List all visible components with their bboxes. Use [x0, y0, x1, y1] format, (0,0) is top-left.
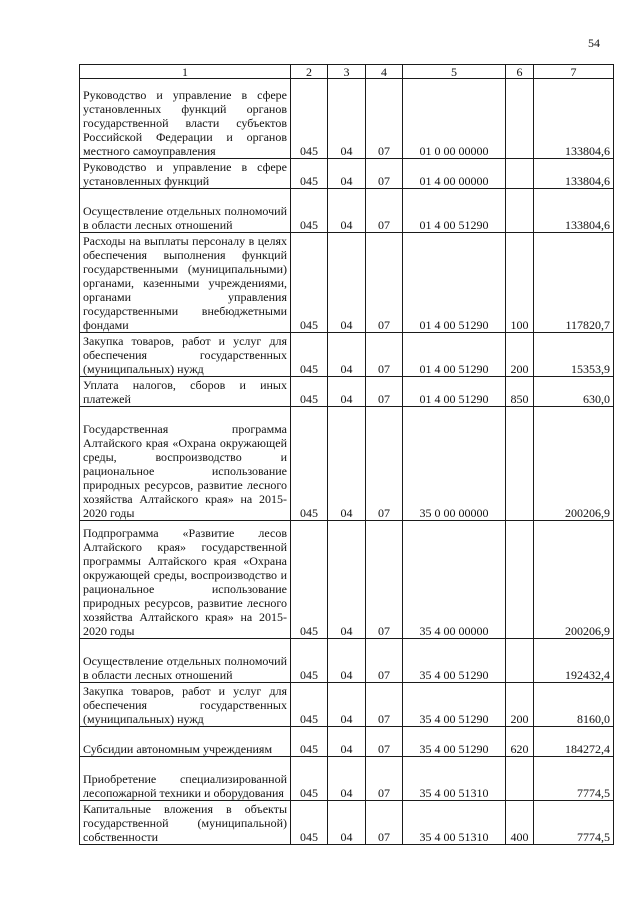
section-code-cell: 04	[328, 79, 366, 159]
expense-type-cell	[506, 189, 534, 233]
target-article-cell: 35 4 00 51290	[403, 639, 506, 683]
expense-type-cell	[506, 407, 534, 521]
ministry-code-cell: 045	[291, 801, 328, 845]
table-row	[80, 639, 614, 683]
subsection-code-cell: 07	[366, 521, 403, 639]
row-name-cell: Капитальные вложения в объекты государственной (муниципальной) собственности	[80, 801, 291, 845]
table-row	[80, 521, 614, 639]
target-article-cell: 35 0 00 00000	[403, 407, 506, 521]
table-row	[80, 757, 614, 801]
header-col-2: 2	[291, 65, 328, 79]
subsection-code-cell: 07	[366, 333, 403, 377]
amount-cell: 8160,0	[534, 683, 614, 727]
expense-type-cell: 200	[506, 683, 534, 727]
section-code-cell: 04	[328, 407, 366, 521]
target-article-cell: 35 4 00 51310	[403, 757, 506, 801]
ministry-code-cell: 045	[291, 377, 328, 407]
table-row	[80, 683, 614, 727]
expense-type-cell	[506, 159, 534, 189]
section-code-cell: 04	[328, 189, 366, 233]
subsection-code-cell: 07	[366, 79, 403, 159]
section-code-cell: 04	[328, 727, 366, 757]
expense-type-cell	[506, 757, 534, 801]
table-row	[80, 159, 614, 189]
header-col-6: 6	[506, 65, 534, 79]
expense-type-cell: 200	[506, 333, 534, 377]
target-article-cell: 01 0 00 00000	[403, 79, 506, 159]
section-code-cell: 04	[328, 801, 366, 845]
ministry-code-cell: 045	[291, 757, 328, 801]
amount-cell: 133804,6	[534, 79, 614, 159]
ministry-code-cell: 045	[291, 639, 328, 683]
row-name-cell: Подпрограмма «Развитие лесов Алтайского края» государственной программы Алтайского края «Охрана окружающей среды, воспроизводство и рациональное использование природных ресурсов, развитие лесного хозяйства Алтайского края» на 2015-2020 годы	[80, 521, 291, 639]
expense-type-cell	[506, 521, 534, 639]
target-article-cell: 35 4 00 51290	[403, 683, 506, 727]
budget-table	[79, 64, 614, 845]
amount-cell: 133804,6	[534, 159, 614, 189]
expense-type-cell: 100	[506, 233, 534, 333]
amount-cell: 200206,9	[534, 407, 614, 521]
row-name-cell: Осуществление отдельных полномочий в области лесных отношений	[80, 639, 291, 683]
table-row	[80, 727, 614, 757]
section-code-cell: 04	[328, 639, 366, 683]
subsection-code-cell: 07	[366, 727, 403, 757]
section-code-cell: 04	[328, 377, 366, 407]
amount-cell: 133804,6	[534, 189, 614, 233]
ministry-code-cell: 045	[291, 727, 328, 757]
header-col-3: 3	[328, 65, 366, 79]
subsection-code-cell: 07	[366, 233, 403, 333]
section-code-cell: 04	[328, 333, 366, 377]
table-row	[80, 333, 614, 377]
section-code-cell: 04	[328, 233, 366, 333]
table-row	[80, 377, 614, 407]
subsection-code-cell: 07	[366, 189, 403, 233]
ministry-code-cell: 045	[291, 233, 328, 333]
target-article-cell: 01 4 00 51290	[403, 233, 506, 333]
section-code-cell: 04	[328, 159, 366, 189]
table-row	[80, 79, 614, 159]
row-name-cell: Осуществление отдельных полномочий в области лесных отношений	[80, 189, 291, 233]
subsection-code-cell: 07	[366, 801, 403, 845]
ministry-code-cell: 045	[291, 521, 328, 639]
table-row	[80, 189, 614, 233]
expense-type-cell	[506, 639, 534, 683]
amount-cell: 7774,5	[534, 801, 614, 845]
amount-cell: 7774,5	[534, 757, 614, 801]
amount-cell: 200206,9	[534, 521, 614, 639]
ministry-code-cell: 045	[291, 407, 328, 521]
expense-type-cell: 850	[506, 377, 534, 407]
ministry-code-cell: 045	[291, 333, 328, 377]
row-name-cell: Государственная программа Алтайского края «Охрана окружающей среды, воспроизводство и рациональное использование природных ресурсов, развитие лесного хозяйства Алтайского края» на 2015-2020 годы	[80, 407, 291, 521]
page-number: 54	[588, 36, 600, 50]
target-article-cell: 35 4 00 00000	[403, 521, 506, 639]
amount-cell: 117820,7	[534, 233, 614, 333]
row-name-cell: Закупка товаров, работ и услуг для обеспечения государственных (муниципальных) нужд	[80, 333, 291, 377]
row-name-cell: Руководство и управление в сфере установленных функций	[80, 159, 291, 189]
expense-type-cell	[506, 79, 534, 159]
row-name-cell: Приобретение специализированной лесопожарной техники и оборудования	[80, 757, 291, 801]
section-code-cell: 04	[328, 521, 366, 639]
header-col-7: 7	[534, 65, 614, 79]
amount-cell: 15353,9	[534, 333, 614, 377]
subsection-code-cell: 07	[366, 377, 403, 407]
row-name-cell: Закупка товаров, работ и услуг для обеспечения государственных (муниципальных) нужд	[80, 683, 291, 727]
header-col-5: 5	[403, 65, 506, 79]
table-header-row	[80, 65, 614, 79]
table-row	[80, 407, 614, 521]
subsection-code-cell: 07	[366, 639, 403, 683]
row-name-cell: Субсидии автономным учреждениям	[80, 727, 291, 757]
subsection-code-cell: 07	[366, 407, 403, 521]
ministry-code-cell: 045	[291, 79, 328, 159]
ministry-code-cell: 045	[291, 189, 328, 233]
table-row	[80, 801, 614, 845]
amount-cell: 630,0	[534, 377, 614, 407]
row-name-cell: Уплата налогов, сборов и иных платежей	[80, 377, 291, 407]
table-row	[80, 233, 614, 333]
target-article-cell: 01 4 00 51290	[403, 189, 506, 233]
target-article-cell: 01 4 00 51290	[403, 377, 506, 407]
subsection-code-cell: 07	[366, 757, 403, 801]
expense-type-cell: 400	[506, 801, 534, 845]
header-col-4: 4	[366, 65, 403, 79]
section-code-cell: 04	[328, 757, 366, 801]
ministry-code-cell: 045	[291, 159, 328, 189]
target-article-cell: 01 4 00 51290	[403, 333, 506, 377]
row-name-cell: Расходы на выплаты персоналу в целях обеспечения выполнения функций государственными (муниципальными) органами, казенными учреждениями, органами управления государственными внебюджетными фондами	[80, 233, 291, 333]
row-name-cell: Руководство и управление в сфере установленных функций органов государственной власти субъектов Российской Федерации и органов местного самоуправления	[80, 79, 291, 159]
amount-cell: 184272,4	[534, 727, 614, 757]
amount-cell: 192432,4	[534, 639, 614, 683]
subsection-code-cell: 07	[366, 159, 403, 189]
header-col-1: 1	[80, 65, 291, 79]
target-article-cell: 35 4 00 51290	[403, 727, 506, 757]
ministry-code-cell: 045	[291, 683, 328, 727]
expense-type-cell: 620	[506, 727, 534, 757]
section-code-cell: 04	[328, 683, 366, 727]
target-article-cell: 01 4 00 00000	[403, 159, 506, 189]
target-article-cell: 35 4 00 51310	[403, 801, 506, 845]
subsection-code-cell: 07	[366, 683, 403, 727]
